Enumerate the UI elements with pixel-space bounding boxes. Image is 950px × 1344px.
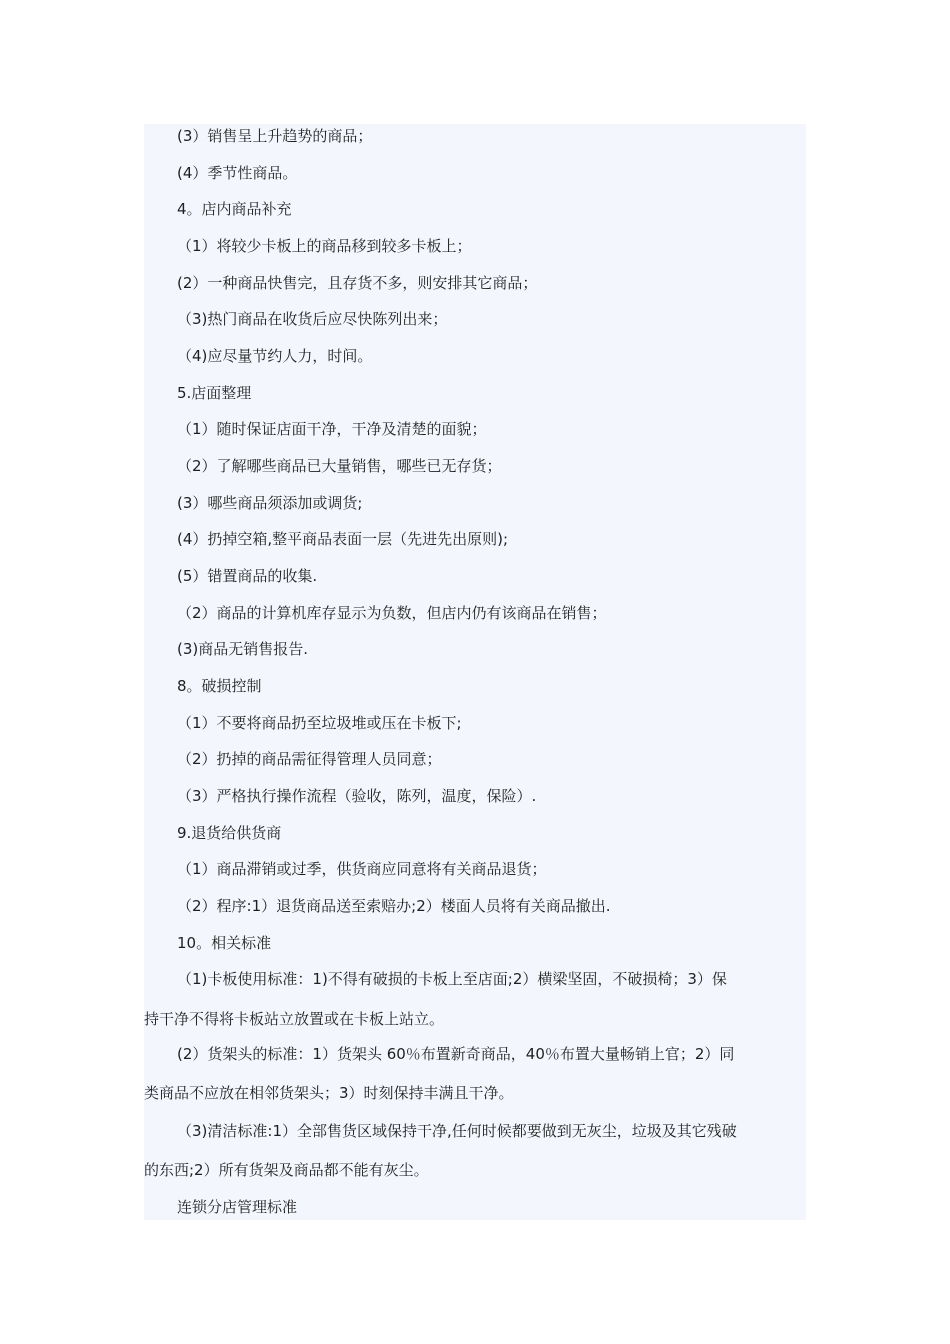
text-line: （3)热门商品在收货后应尽快陈列出来； — [177, 310, 448, 328]
section-heading: 10。相关标准 — [177, 934, 272, 952]
section-heading: 4。店内商品补充 — [177, 200, 292, 218]
text-line: （1）将较少卡板上的商品移到较多卡板上； — [177, 237, 472, 255]
section-heading: 5.店面整理 — [177, 384, 252, 402]
text-line: 持干净不得将卡板站立放置或在卡板上站立。 — [144, 1010, 445, 1028]
text-line: (3）哪些商品须添加或调货; — [177, 494, 363, 512]
text-line: 的东西;2）所有货架及商品都不能有灰尘。 — [144, 1161, 429, 1179]
text-line: (5）错置商品的收集. — [177, 567, 318, 585]
text-line: （3）严格执行操作流程（验收，陈列，温度，保险）. — [177, 787, 537, 805]
text-line: （1）商品滞销或过季，供货商应同意将有关商品退货； — [177, 860, 547, 878]
text-line: （2）程序:1）退货商品送至索赔办;2）楼面人员将有关商品撤出. — [177, 897, 611, 915]
text-line: (3)商品无销售报告. — [177, 640, 309, 658]
text-line: （1)卡板使用标准：1)不得有破损的卡板上至店面;2）横梁坚固，不破损椅；3）保 — [177, 970, 727, 988]
text-line: （2）了解哪些商品已大量销售，哪些已无存货； — [177, 457, 502, 475]
text-line: （2）商品的计算机库存显示为负数，但店内仍有该商品在销售； — [177, 604, 607, 622]
text-line: （4)应尽量节约人力，时间。 — [177, 347, 373, 365]
text-line: (2）一种商品快售完，且存货不多，则安排其它商品； — [177, 274, 538, 292]
text-line: 类商品不应放在相邻货架头；3）时刻保持丰满且干净。 — [144, 1084, 514, 1102]
text-line: （2）扔掉的商品需征得管理人员同意； — [177, 750, 442, 768]
section-heading: 8。破损控制 — [177, 677, 262, 695]
text-line: (3）销售呈上升趋势的商品； — [177, 127, 373, 145]
text-line: (4）扔掉空箱,整平商品表面一层（先进先出原则); — [177, 530, 509, 548]
text-line: （1）随时保证店面干净，干净及清楚的面貌； — [177, 420, 487, 438]
text-line: (4）季节性商品。 — [177, 164, 298, 182]
text-line: （1）不要将商品扔至垃圾堆或压在卡板下; — [177, 714, 462, 732]
text-line: （3)清洁标准:1）全部售货区域保持干净,任何时候都要做到无灰尘，垃圾及其它残破 — [177, 1122, 737, 1140]
section-heading: 连锁分店管理标准 — [177, 1198, 298, 1216]
text-line: (2）货架头的标准：1）货架头 60％布置新奇商品，40％布置大量畅销上官；2）同 — [177, 1045, 735, 1063]
section-heading: 9.退货给供货商 — [177, 824, 282, 842]
